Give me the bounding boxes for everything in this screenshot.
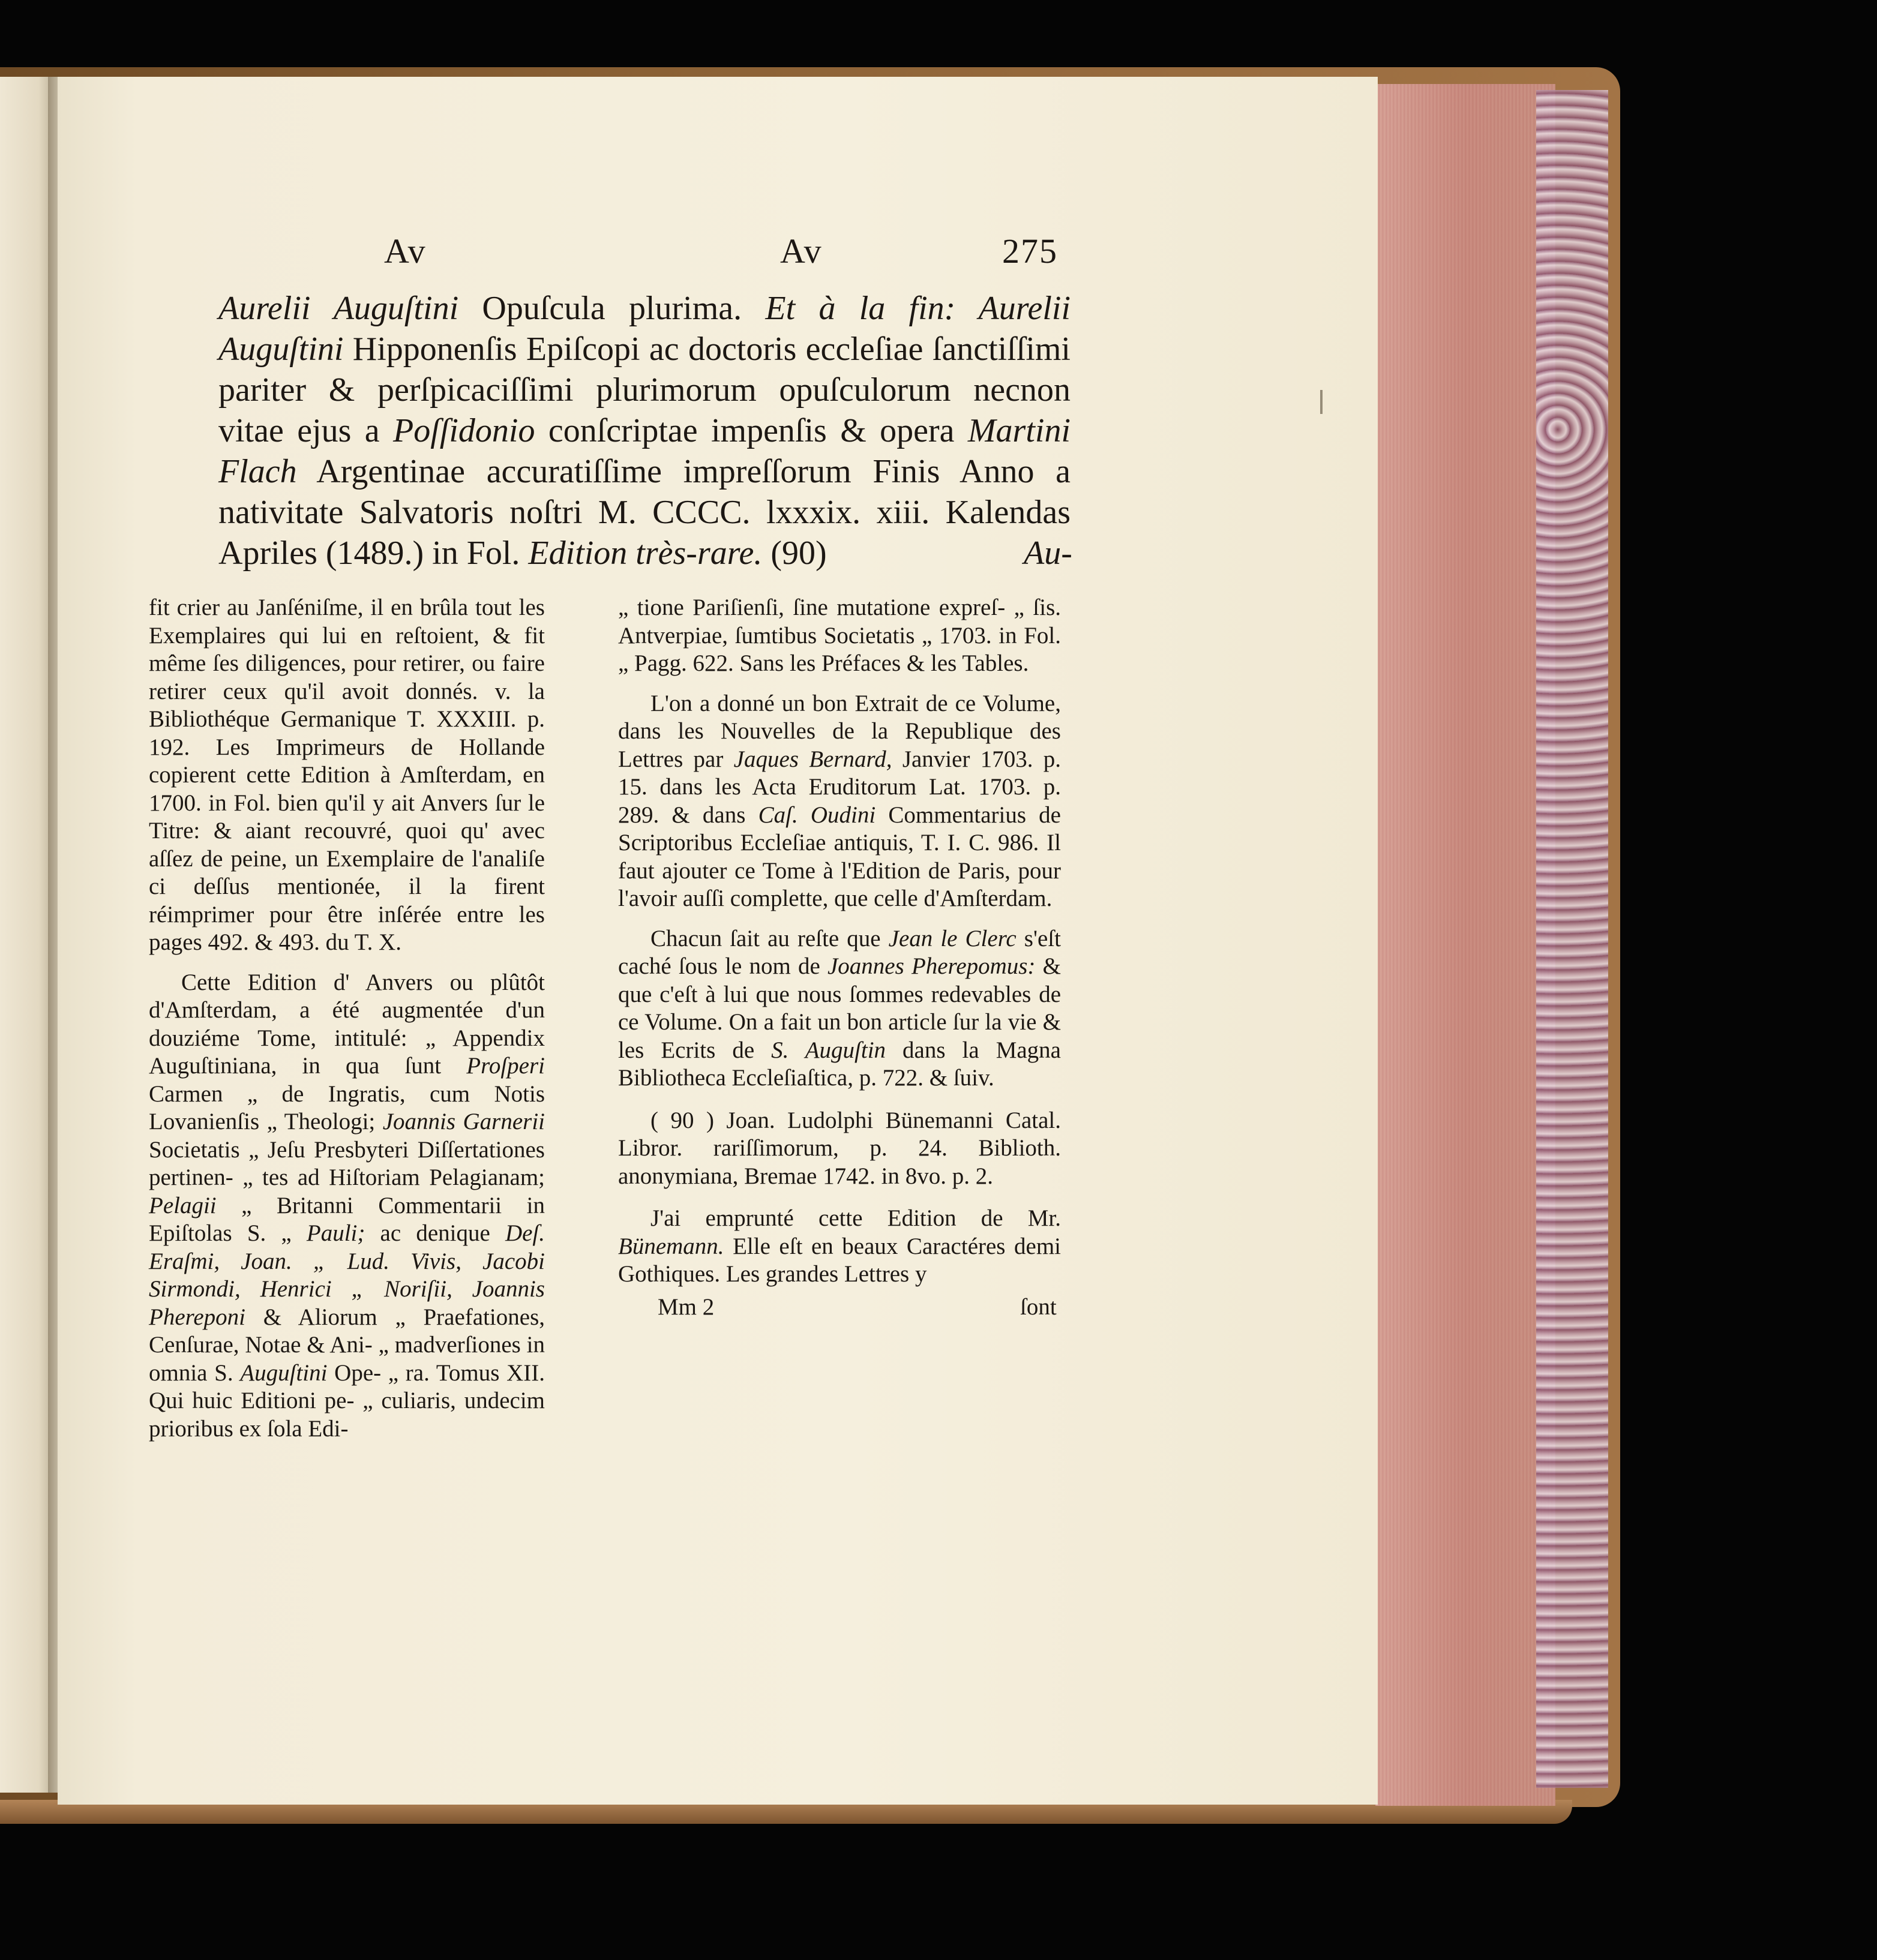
marbled-endpaper [1536, 90, 1608, 1788]
left-column [149, 594, 545, 1455]
entry-body-3: Argentinae accuratiſſime impreſſorum Finis Anno a nativitate Salvatoris noſtri M. CCCC. lxxxix. xiii. Kalendas Apriles (1489.) in Fol. [218, 453, 1071, 572]
right-p3-text-c: & que c'eſt à lui que nous ſommes redevables de ce Volume. On a fait un bon article ſur la vie & les Ecrits de [618, 953, 1062, 1063]
entry-title-italic: Aurelii Auguſtini [218, 290, 459, 327]
right-p3-text-a: Chacun ſait au reſte que [650, 925, 889, 952]
right-paragraph-3 [618, 925, 1061, 1092]
left-p2-text-f: & Aliorum „ Praefationes, Cenſurae, Notae & Ani- „ madverſiones in omnia S. [149, 1304, 545, 1386]
right-paragraph-1: „ tione Pariſienſi, ſine mutatione expreſ- „ ſis. Antverpiae, ſumtibus Societatis „ 1703. in Fol. „ Pagg. 622. Sans les Préfaces & les Tables. [618, 595, 1061, 676]
right-p4-text-b: Elle eſt en beaux Caractéres demi Gothiques. Les grandes Lettres y [618, 1233, 1061, 1287]
left-p2-pauli: Pauli; [306, 1220, 365, 1246]
entry-flach: Martini Flach [218, 412, 1071, 490]
running-head-center: Av [780, 232, 823, 271]
right-p2-text-b: Janvier 1703. p. 15. dans les Acta Eruditorum Lat. 1703. p. 289. & dans [618, 746, 1062, 828]
right-column [618, 594, 1061, 1301]
left-p2-text-e: ac denique [365, 1220, 505, 1246]
entry-footnote-ref: (90) [762, 535, 827, 572]
entry-possidonio: Poſſidonio [393, 412, 535, 449]
left-paragraph-2 [149, 969, 545, 1443]
left-p2-text-d: „ Britanni Commentarii in Epiſtolas S. „ [149, 1192, 545, 1246]
right-p2-text-c: Commentarius de Scriptoribus Eccleſiae antiquis, T. I. C. 986. Il faut ajouter ce Tome à l'Edition de Paris, pour l'avoir auſſi complette, que celle d'Amſterdam. [618, 802, 1061, 911]
left-p2-augustini: Auguſtini [240, 1359, 328, 1386]
left-p2-text-a: Cette Edition d' Anvers ou plûtôt d'Amſterdam, a été augmentée d'un douziéme Tome, intitulé: „ Appendix Auguſtiniana, in qua ſunt [149, 969, 545, 1079]
bibliographic-entry [218, 288, 1071, 574]
left-p2-text-c: Societatis „ Jeſu Presbyteri Diſſertationes pertinen- „ tes ad Hiſtoriam Pelagianam; [149, 1136, 545, 1190]
left-p2-text-b: Carmen „ de Ingratis, cum Notis Lovanienſis „ Theologi; [149, 1080, 545, 1134]
right-p4-bunemann: Bünemann. [618, 1233, 724, 1259]
entry-title-rest: Opuſcula plurima. [458, 290, 766, 327]
signature-mark: Mm 2 [658, 1294, 715, 1320]
entry-edition-note: Edition très-rare. [528, 535, 763, 572]
right-p3-text-b: s'eſt caché ſous le nom de [618, 925, 1061, 979]
left-p2-prosperi: Proſperi [466, 1053, 545, 1079]
left-paragraph-1: fit crier au Janſéniſme, il en brûla tout les Exemplaires qui lui en reſtoient, & fit même ſes diligences, pour retirer, ou faire retirer ceux qu'il avoit donnés. v. la Bibliothéque Germanique T. XXXIII. p. 192. Les Imprimeurs de Hollande copierent cette Edition à Amſterdam, en 1700. in Fol. bien qu'il y ait Anvers ſur le Titre: & aiant recouvré, quoi qu' avec aſſez de peine, un Exemplaire de l'analiſe ci deſſus mentionée, il la firent réimprimer pour être inſérée entre les pages 492. & 493. du T. X. [149, 595, 545, 955]
margin-mark [1320, 390, 1323, 414]
right-p3-pherep: Joannes Pherepomus: [827, 953, 1036, 979]
entry-body-2: conſcriptae impenſis & opera [535, 412, 968, 449]
running-head-left: Av [384, 232, 427, 271]
entry-body-1: Hipponenſis Epiſcopi ac doctoris eccleſiae ſanctiſſimi pariter & perſpicaciſſimi plurimorum opuſculorum necnon vitae ejus a [218, 331, 1071, 449]
right-p4-text-a: J'ai emprunté cette Edition de Mr. [650, 1205, 1061, 1231]
right-p2-bernard: Jaques Bernard, [733, 746, 892, 772]
page-number: 275 [1002, 232, 1058, 271]
right-p3-saugustin: S. Auguſtin [771, 1037, 886, 1063]
right-p2-oudini: Caſ. Oudini [758, 802, 876, 828]
left-p2-garnerii: Joannis Garnerii [382, 1109, 545, 1134]
left-p2-pelagii: Pelagii [149, 1192, 217, 1218]
right-p3-leclerc: Jean le Clerc [888, 925, 1017, 952]
facing-page-edge [0, 77, 55, 1793]
left-p2-text-g: Ope- „ ra. Tomus XII. Qui huic Editioni pe- „ culiaris, undecim prioribus ex ſola Edi- [149, 1359, 545, 1442]
entry-colophon-intro: Et à la fin: Aurelii Auguſtini [218, 290, 1071, 368]
footnote-90: ( 90 ) Joan. Ludolphi Bünemanni Catal. Libror. rariſſimorum, p. 24. Biblioth. anonymiana, Bremae 1742. in 8vo. p. 2. [618, 1107, 1061, 1189]
right-paragraph-4 [618, 1205, 1061, 1289]
entry-catchword: Au- [1024, 535, 1072, 572]
left-p2-names: Deſ. Eraſmi, Joan. „ Lud. Vivis, Jacobi Sirmondi, Henrici „ Noriſii, Joannis Phereponi [149, 1220, 545, 1330]
right-paragraph-2 [618, 690, 1061, 913]
page-block-edge [1375, 84, 1555, 1806]
right-p2-text-a: L'on a donné un bon Extrait de ce Volume, dans les Nouvelles de la Republique des Lettres par [618, 690, 1061, 772]
right-p3-text-d: dans la Magna Bibliotheca Eccleſiaſtica, p. 722. & ſuiv. [618, 1037, 1061, 1091]
bottom-catchword: ſont [1020, 1294, 1057, 1320]
